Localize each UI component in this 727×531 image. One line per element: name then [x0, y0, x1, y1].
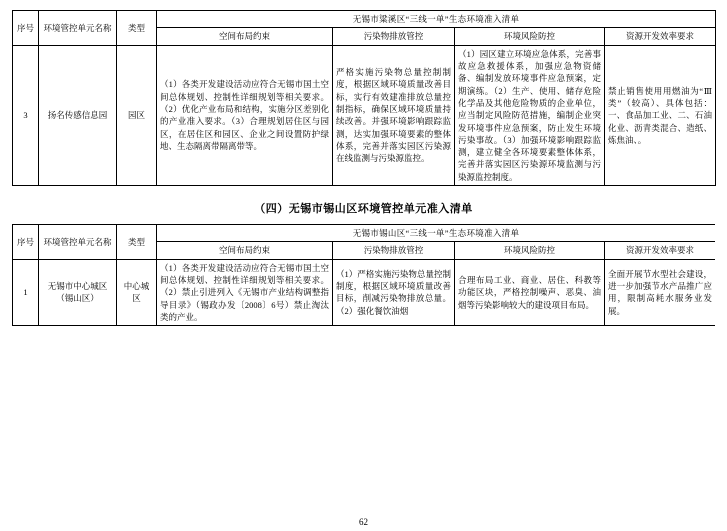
header-pollution-control: 污染物排放管控 — [333, 28, 455, 45]
header-seq: 序号 — [13, 225, 39, 260]
header-risk-prevention: 环境风险防控 — [455, 28, 605, 45]
page-number: 62 — [359, 517, 368, 527]
header-title-banner: 无锡市粱溪区“三线一单”生态环境准入清单 — [157, 11, 716, 28]
table-header-top-row — [13, 225, 716, 242]
table-row — [13, 259, 716, 326]
header-type: 类型 — [117, 225, 157, 260]
header-space-constraint: 空间布局约束 — [157, 28, 333, 45]
row-unit-name: 无锡市中心城区（锡山区） — [39, 259, 117, 326]
row-pollution-control: （1）严格实施污染物总量控制制度，根据区域环境质量改善目标，削减污染物排放总量。（2）强化餐饮油烟 — [333, 259, 455, 326]
row-space-constraint: （1）各类开发建设活动应符合无锡市国土空间总体规划、控制性详细规划等相关要求。（2）优化产业布局和结构，实施分区差别化的产业准入要求。（3）合理规划居住区与园区，在居住区和园区、企业之间设置防护绿地、生态隔离带隔离带等。 — [157, 45, 333, 185]
table-header-top-row — [13, 11, 716, 28]
row-seq: 3 — [13, 45, 39, 185]
header-unit-name: 环境管控单元名称 — [39, 11, 117, 46]
row-space-constraint: （1）各类开发建设活动应符合无锡市国土空间总体规划、控制性详细规划等相关要求。（2）禁止引进列入《无锡市产业结构调整指导目录》（锡政办发〔2008〕6号）禁止淘汰类的产业。 — [157, 259, 333, 326]
xishan-access-list-table — [12, 224, 715, 326]
header-seq: 序号 — [13, 11, 39, 46]
row-risk-prevention: （1）园区建立环境应急体系，完善事故应急救援体系，加强应急物资储备、编制发放环境事件应急预案，定期演练。（2）生产、使用、储存危险化学品及其他危险物质的企业单位，应当制定风险防范措施，编制企业突发环境事件应急预案，防止发生环境污染事故。（3）加强环境影响跟踪监测，建立健全各环境要素整体体系，完善并落实园区污染源环境监测与污染源监控制度。 — [455, 45, 605, 185]
header-risk-prevention: 环境风险防控 — [455, 242, 605, 259]
row-unit-name: 扬名传感信息园 — [39, 45, 117, 185]
header-title-banner: 无锡市锡山区“三线一单”生态环境准入清单 — [157, 225, 716, 242]
header-resource-efficiency: 资源开发效率要求 — [605, 28, 716, 45]
row-resource-efficiency: 禁止销售使用用燃油为“Ⅲ类”（较高）、具体包括：一、食品加工业、二、石油化业、沥青类混合、造纸、炼焦油、。 — [605, 45, 716, 185]
row-seq: 1 — [13, 259, 39, 326]
header-type: 类型 — [117, 11, 157, 46]
row-pollution-control: 严格实施污染物总量控制制度，根据区域环境质量改善目标，实行有效建准排放总量控制指标，确保区域环境质量持续改善。并强环境影响跟踪监测，达实加强环境要素的整体体系，完善并落实园区污染源在线监测与污染源监控。 — [333, 45, 455, 185]
header-resource-efficiency: 资源开发效率要求 — [605, 242, 716, 259]
row-type: 中心城区 — [117, 259, 157, 326]
header-space-constraint: 空间布局约束 — [157, 242, 333, 259]
liangxi-access-list-table — [12, 10, 716, 186]
row-risk-prevention: 合理布局工业、商业、居住、科教等功能区块，严格控制噪声、恶臭、油烟等污染影响较大的建设项目布局。 — [455, 259, 605, 326]
xishan-table-wrapper — [12, 224, 715, 326]
header-pollution-control: 污染物排放管控 — [333, 242, 455, 259]
section-heading: （四）无锡市锡山区环境管控单元准入清单 — [254, 203, 473, 216]
row-resource-efficiency: 全面开展节水型社会建设，进一步加强节水产品推广应用，限制高耗水服务业发展。 — [605, 259, 716, 326]
table-row — [13, 45, 716, 185]
row-type: 园区 — [117, 45, 157, 185]
header-unit-name: 环境管控单元名称 — [39, 225, 117, 260]
